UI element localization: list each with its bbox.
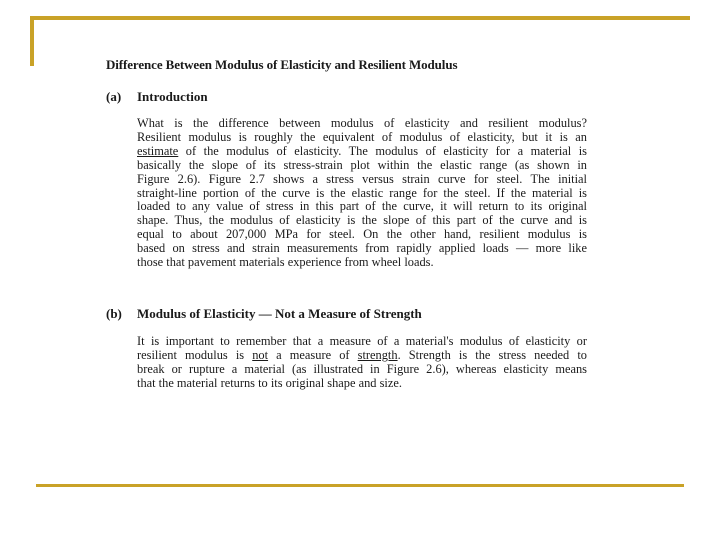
- paragraph-line: loaded to any value of stress in this part of the curve, it will return to its original: [137, 199, 587, 214]
- section-b-heading: [106, 306, 422, 322]
- section-a-title: Introduction: [137, 89, 208, 104]
- line-text: resilient modulus is: [137, 347, 253, 362]
- underlined-word: not: [252, 347, 269, 362]
- left-accent-rule: [30, 16, 34, 66]
- paragraph-line: straight-line portion of the curve is the elastic range for the steel. If the material is: [137, 185, 587, 200]
- paragraph-line: equal to about 207,000 MPa for steel. On the other hand, resilient modulus is: [137, 227, 587, 242]
- section-b-marker: (b): [106, 306, 122, 321]
- line-text: of the modulus of elasticity. The modulus of elasticity for a material is: [178, 143, 587, 158]
- line-text: . Strength is the stress needed to: [397, 347, 588, 362]
- paragraph-line: It is important to remember that a measure of a material's modulus of elasticity or: [137, 334, 587, 348]
- line-text: a measure of: [268, 347, 358, 362]
- paragraph-line: [137, 349, 587, 363]
- bottom-accent-rule: [36, 484, 684, 487]
- paragraph-line: those that pavement materials experience from wheel loads.: [137, 255, 434, 270]
- paragraph-line: shape. Thus, the modulus of elasticity is the slope of this part of the curve and is: [137, 213, 587, 228]
- section-b-paragraph: [137, 335, 587, 391]
- section-a-paragraph: [137, 117, 587, 270]
- paragraph-line: [137, 145, 587, 159]
- paragraph-line: based on stress and strain measurements from rapidly applied loads — more like: [137, 241, 587, 256]
- line-text: break or rupture a material (as illustrated in Figure 2.6), whereas elasticity means: [137, 361, 587, 376]
- paragraph-line: [137, 363, 587, 377]
- paragraph-line: basically the slope of its stress-strain plot within the elastic range (as shown in: [137, 157, 587, 172]
- paragraph-line: What is the difference between modulus of elasticity and resilient modulus?: [137, 116, 587, 130]
- section-a-marker: (a): [106, 89, 122, 104]
- section-a-heading: [106, 89, 208, 105]
- paragraph-line: Figure 2.6). Figure 2.7 shows a stress versus strain curve for steel. The initial: [137, 171, 587, 186]
- paragraph-line: that the material returns to its original shape and size.: [137, 375, 402, 390]
- section-b-title: Modulus of Elasticity — Not a Measure of Strength: [137, 306, 422, 321]
- underlined-word: strength: [357, 347, 398, 362]
- top-accent-rule: [30, 16, 690, 20]
- document-title: Difference Between Modulus of Elasticity and Resilient Modulus: [106, 57, 458, 72]
- underlined-word: estimate: [137, 143, 179, 158]
- paragraph-line: Resilient modulus is roughly the equivalent of modulus of elasticity, but it is an: [137, 129, 587, 144]
